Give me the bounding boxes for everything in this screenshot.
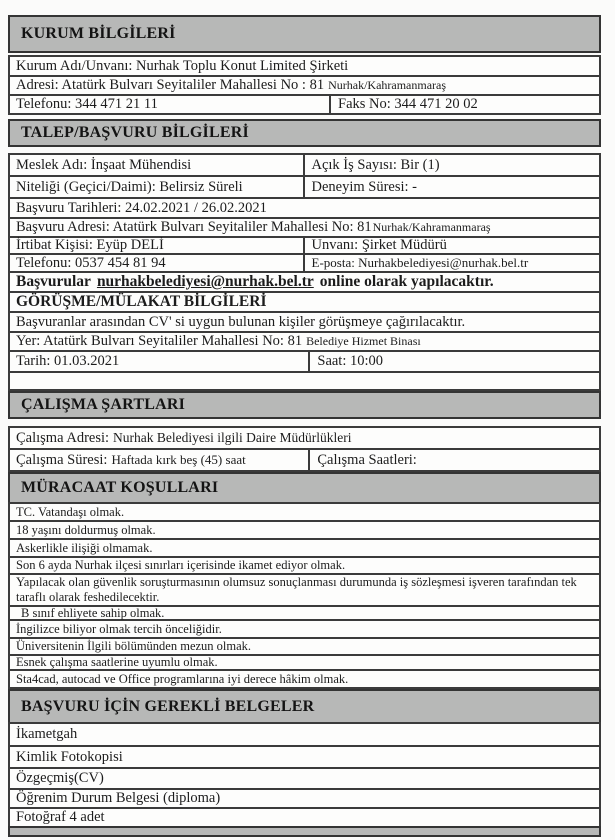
kosul-text: B sınıf ehliyete sahip olmak. — [21, 605, 165, 620]
row-irtibat — [8, 236, 601, 255]
row-cv-notu — [8, 311, 601, 333]
list-item-belge — [8, 767, 601, 790]
list-item-kosul — [8, 538, 601, 558]
row-telefon-faks — [8, 94, 601, 115]
calisma-adresi-label: Çalışma Adresi: — [16, 429, 110, 446]
row-calisma-suresi-saatleri — [8, 448, 601, 472]
cell-deneyim — [305, 177, 600, 197]
section-title: KURUM BİLGİLERİ — [21, 25, 176, 42]
cell-telefon — [10, 96, 331, 113]
section-header-gerekli-belgeler — [8, 689, 601, 724]
yer-text: Yer: Atatürk Bulvarı Seyitaliler Mahallesi No: 81 — [16, 333, 303, 349]
kosul-text: Sta4cad, autocad ve Office programlarına iyi derece hâkim olmak. — [16, 671, 349, 686]
row-tarih-saat — [8, 350, 601, 373]
row-kurum-adi — [8, 55, 601, 77]
cell-saat — [310, 352, 599, 371]
acik-is-text: Açık İş Sayısı: Bir (1) — [311, 156, 440, 173]
section-header-kurum-bilgileri — [8, 15, 601, 53]
cell-telefon2 — [10, 255, 305, 271]
deneyim-text: Deneyim Süresi: - — [311, 178, 418, 195]
basvuru-tarihleri-text: Başvuru Tarihleri: 24.02.2021 / 26.02.2021 — [16, 199, 267, 216]
job-posting-form — [8, 15, 601, 837]
telefon-text: Telefonu: 344 471 21 11 — [16, 96, 158, 112]
kosul-text: İngilizce biliyor olmak tercih önceliğidir. — [16, 621, 222, 636]
calisma-suresi-value: Haftada kırk beş (45) saat — [111, 452, 246, 467]
cell-acik-is — [305, 155, 600, 175]
cell-unvan — [305, 238, 600, 253]
adresi-city-text: Nurhak/Kahramanmaraş — [328, 78, 447, 92]
row-telefon-eposta — [8, 253, 601, 273]
calisma-saatleri-label: Çalışma Saatleri: — [317, 451, 417, 468]
online-prefix-text: Başvurular — [16, 273, 91, 290]
cell-eposta — [305, 255, 600, 271]
kosul-text: Esnek çalışma saatlerine uyumlu olmak. — [16, 655, 218, 669]
online-email-text: nurhakbelediyesi@nurhak.bel.tr — [96, 273, 314, 290]
belge-text: İkametgah — [16, 726, 78, 742]
section-title: TALEP/BAŞVURU BİLGİLERİ — [21, 124, 249, 141]
meslek-adi-text: Meslek Adı: İnşaat Mühendisi — [16, 156, 192, 173]
adresi-text: Adresi: Atatürk Bulvarı Seyitaliler Mahallesi No : 81 — [16, 77, 325, 93]
row-empty — [8, 371, 601, 391]
kosul-text: Askerlikle ilişiği olmamak. — [16, 540, 153, 555]
row-basvuru-adresi — [8, 217, 601, 238]
section-title: GÖRÜŞME/MÜLAKAT BİLGİLERİ — [16, 293, 267, 310]
unvan-text: Unvanı: Şirket Müdürü — [311, 237, 447, 253]
row-nitelik — [8, 175, 601, 199]
kurum-adi-text: Kurum Adı/Unvanı: Nurhak Toplu Konut Limited Şirketi — [16, 57, 349, 74]
list-item-kosul — [8, 520, 601, 540]
kosul-text: Son 6 ayda Nurhak ilçesi sınırları içerisinde ikamet ediyor olmak. — [16, 558, 346, 572]
kosul-text: Üniversitenin İlgili bölümünden mezun olmak. — [16, 639, 252, 653]
section-header-talep-basvuru — [8, 119, 601, 147]
list-item-kosul — [8, 669, 601, 689]
irtibat-kisisi-text: İrtibat Kişisi: Eyüp DELİ — [16, 237, 164, 253]
eposta-text: E-posta: Nurhakbelediyesi@nurhak.bel.tr — [311, 255, 529, 270]
cell-meslek-adi — [10, 155, 305, 175]
cell-irtibat-kisisi — [10, 238, 305, 253]
section-title: MÜRACAAT KOŞULLARI — [21, 479, 219, 496]
section-header-calisma-sartlari — [8, 391, 601, 419]
tarih-text: Tarih: 01.03.2021 — [16, 353, 120, 369]
belge-text: Fotoğraf 4 adet — [16, 809, 105, 825]
basvuru-adresi-city-text: Nurhak/Kahramanmaraş — [372, 220, 491, 234]
kosul-text: 18 yaşını doldurmuş olmak. — [16, 522, 156, 537]
calisma-suresi-label: Çalışma Süresi: — [16, 451, 108, 468]
list-item-kosul — [8, 502, 601, 522]
kosul-text: Yapılacak olan güvenlik soruşturmasının olumsuz sonuçlanması durumunda iş sözleşmesi işveren tarafından tek taraflı olarak feshedilecektir. — [16, 574, 577, 604]
row-basvuru-tarihleri — [8, 197, 601, 219]
row-meslek — [8, 153, 601, 177]
list-item-belge — [8, 788, 601, 809]
row-adresi — [8, 75, 601, 96]
cell-faks — [331, 96, 599, 113]
list-item-belge — [8, 745, 601, 769]
section-title: ÇALIŞMA ŞARTLARI — [21, 396, 186, 413]
section-header-gorusme-mulakat — [8, 291, 601, 313]
calisma-adresi-value: Nurhak Belediyesi ilgili Daire Müdürlükleri — [113, 430, 352, 445]
row-calisma-adresi — [8, 426, 601, 450]
row-online-basvuru-notu — [8, 271, 601, 293]
cell-calisma-suresi — [10, 450, 310, 470]
row-yer — [8, 331, 601, 352]
telefon2-text: Telefonu: 0537 454 81 94 — [16, 254, 166, 271]
cell-tarih — [10, 352, 310, 371]
kosul-text: TC. Vatandaşı olmak. — [16, 504, 125, 519]
belge-text: Kimlik Fotokopisi — [16, 748, 123, 765]
list-item-belge — [8, 722, 601, 747]
belge-text: Özgeçmiş(CV) — [16, 770, 104, 786]
cell-calisma-saatleri — [310, 450, 599, 470]
yer-bina-text: Belediye Hizmet Binası — [306, 334, 421, 348]
cv-notu-text: Başvuranlar arasından CV' si uygun bulunan kişiler görüşmeye çağırılacaktır. — [16, 313, 466, 330]
section-header-muracaat-kosullari — [8, 472, 601, 504]
nitelik-text: Niteliği (Geçici/Daimi): Belirsiz Süreli — [16, 178, 243, 195]
cell-nitelik — [10, 177, 305, 197]
belge-text: Öğrenim Durum Belgesi (diploma) — [16, 790, 221, 806]
section-title: BAŞVURU İÇİN GEREKLİ BELGELER — [21, 697, 315, 715]
list-item-kosul — [8, 573, 601, 607]
next-section-partial-bar — [8, 826, 601, 837]
online-suffix-text: online olarak yapılacaktır. — [319, 273, 494, 290]
faks-text: Faks No: 344 471 20 02 — [338, 96, 478, 112]
saat-text: Saat: 10:00 — [317, 353, 384, 369]
list-item-kosul — [8, 619, 601, 639]
basvuru-adresi-text: Başvuru Adresi: Atatürk Bulvarı Seyitaliler Mahallesi No: 81 — [16, 219, 372, 235]
